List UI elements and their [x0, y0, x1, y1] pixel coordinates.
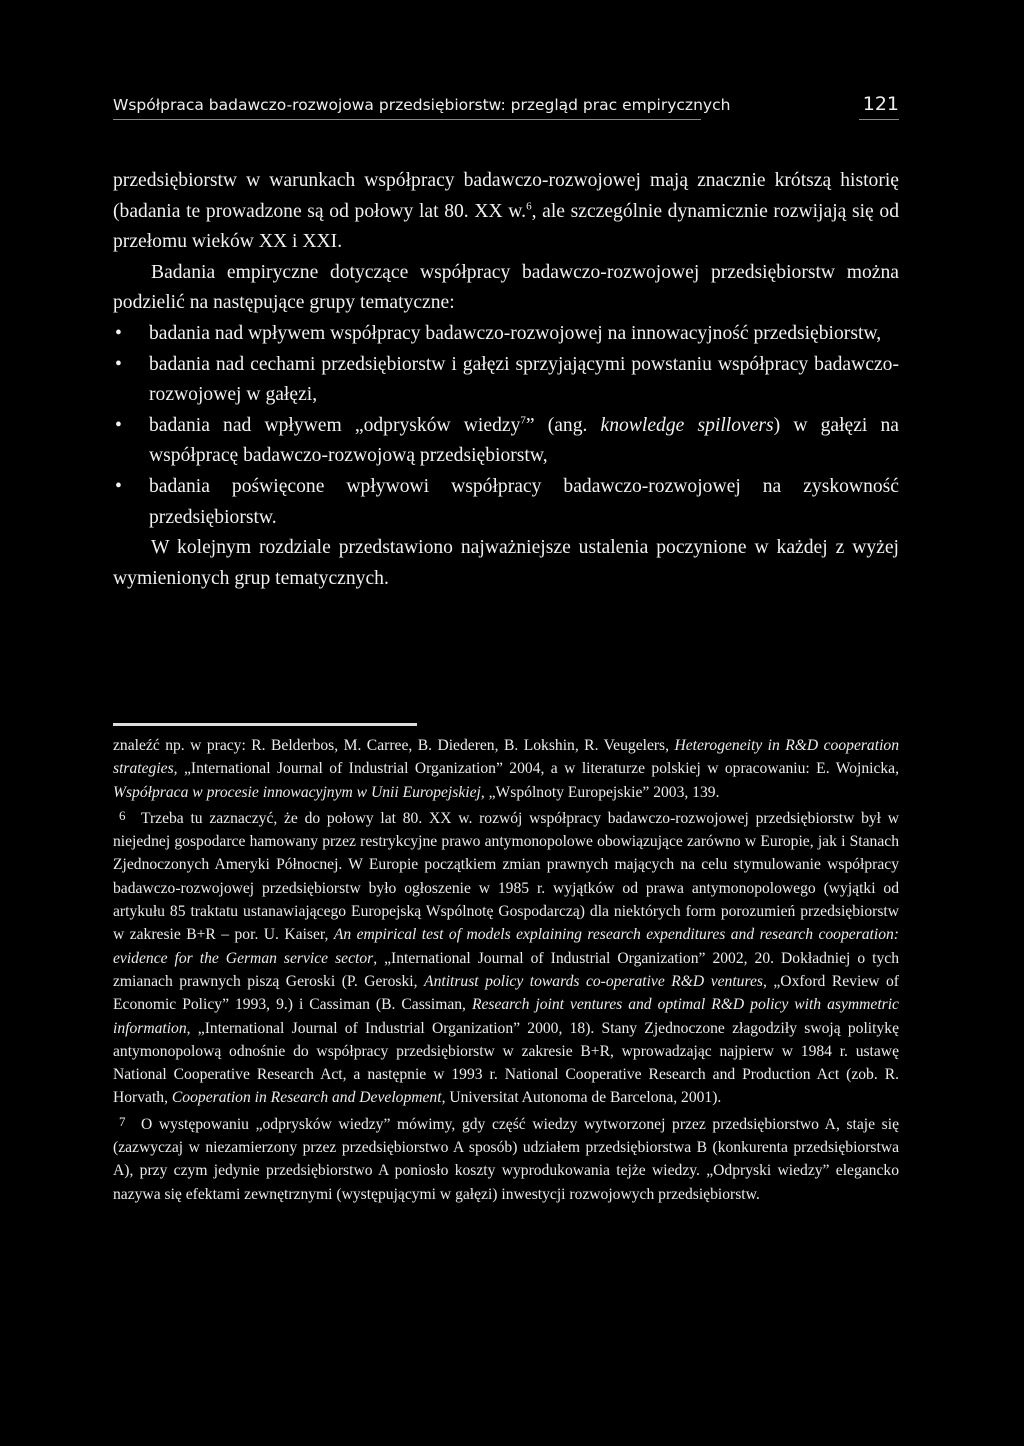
citation-title: Research joint ventures and optimal R&D policy with asymmetric information [113, 996, 899, 1037]
footnote-separator [113, 723, 417, 726]
footnote-text: , „International Journal of Industrial Organization” 2004, a w literaturze polskiej w opracowaniu: E. Wojnicka, [173, 760, 899, 778]
footnote-5-continued [113, 734, 899, 804]
list-item [113, 411, 899, 472]
footnote-text: , „Wspólnoty Europejskie” 2003, 139. [480, 783, 720, 801]
header-rule-page-number [859, 119, 899, 120]
running-header-title: Współpraca badawczo-rozwojowa przedsiębiorstw: przegląd prac empirycznych [113, 96, 731, 114]
footnote-text: , Universitat Autonoma de Barcelona, 2001). [441, 1089, 722, 1107]
list-item-text: ) w gałęzi na współpracę badawczo-rozwojową przedsiębiorstw, [149, 414, 899, 467]
citation-title: Antitrust policy towards co-operative R&D ventures [424, 972, 763, 990]
bullet-icon: • [115, 322, 122, 344]
list-item-text: badania nad wpływem współpracy badawczo-rozwojowej na innowacyjność przedsiębiorstw, [149, 322, 882, 344]
footnote-number: 7 [119, 1113, 126, 1129]
citation-title: Cooperation in Research and Development [171, 1089, 442, 1107]
list-item [113, 319, 899, 350]
citation-title: Heterogeneity in R&D cooperation strategies [113, 737, 899, 778]
footnote-text: , „International Journal of Industrial Organization” 2000, 18). Stany Zjednoczone złagodziły swoją politykę antymonopolową odnośnie do współpracy przedsiębiorstw w zakresie B+R, wprowadzając najpierw w 1984 r. ustawę National Cooperative Research Act, a następnie w 1993 r. National Cooperative Research and Production Act (zob. R. Horvath, [113, 1019, 899, 1107]
list-item [113, 350, 899, 411]
header-rule [113, 119, 701, 120]
topic-list [113, 319, 899, 533]
footnote-ref-6[interactable]: 6 [526, 200, 532, 213]
citation-title: Współpraca w procesie innowacyjnym w Unii Europejskiej [113, 783, 481, 801]
paragraph-text: , ale szczególnie dynamicznie rozwijają się od przełomu wieków XX i XXI. [113, 200, 899, 253]
footnote-text: Trzeba tu zaznaczyć, że do połowy lat 80. XX w. rozwój współpracy badawczo-rozwojowej przedsiębiorstw był w niejednej gospodarce hamowany przez restrykcyjne prawo antymonopolowe obowiązujące zarówno w Europie, jak i Stanach Zjednoczonych Ameryki Północnej. W Europie początkiem zmian prawnych mających na celu stymulowanie współpracy badawczo-rozwojowej przedsiębiorstw było ogłoszenie w 1985 r. wyjątków od prawa antymonopolowego (wyjątki od artykułu 85 traktatu ustanawiającego Europejską Wspólnotę Gospodarczą) dla niektórych form porozumień przedsiębiorstw w zakresie B+R – por. U. Kaiser, [113, 809, 899, 944]
paragraph-groups: Badania empiryczne dotyczące współpracy badawczo-rozwojowej przedsiębiorstw można podzielić na następujące grupy tematyczne: [113, 261, 899, 314]
bullet-icon: • [115, 475, 122, 497]
bullet-icon: • [115, 353, 122, 375]
footnote-number: 6 [119, 807, 126, 823]
list-item-text: badania nad wpływem „odprysków wiedzy [149, 414, 521, 436]
list-item [113, 472, 899, 533]
footnote-7 [113, 1110, 899, 1206]
bullet-icon: • [115, 414, 122, 436]
footnote-text: , „Oxford Review of Economic Policy” 1993, 9.) i Cassiman (B. Cassiman, [113, 972, 899, 1014]
footnote-text: , „International Journal of Industrial Organization” 2002, 20. Dokładniej o tych zmianach prawnych piszą Geroski (P. Geroski, [113, 949, 899, 990]
list-item-text: badania poświęcone wpływowi współpracy badawczo-rozwojowej na zyskowność przedsiębiorstw. [149, 475, 899, 528]
list-item-text: ” (ang. [525, 414, 601, 436]
footnote-text: znaleźć np. w pracy: R. Belderbos, M. Carree, B. Diederen, B. Lokshin, R. Veugelers, [113, 737, 675, 754]
list-item-text: badania nad cechami przedsiębiorstw i gałęzi sprzyjającymi powstaniu współpracy badawczo-rozwojowej w gałęzi, [149, 353, 899, 406]
citation-title: An empirical test of models explaining research expenditures and research cooperation: evidence for the German service sector [113, 926, 899, 967]
paragraph-intro [113, 166, 899, 258]
paragraph-text: przedsiębiorstw w warunkach współpracy badawczo-rozwojowej mają znacznie krótszą historię (badania te prowadzone są od połowy lat 80. XX w. [113, 170, 899, 222]
paragraph-conclusion: W kolejnym rozdziale przedstawiono najważniejsze ustalenia poczynione w każdej z wyżej wymienionych grup tematycznych. [113, 537, 899, 589]
footnote-text: O występowaniu „odprysków wiedzy” mówimy, gdy część wiedzy wytworzonej przez przedsiębiorstwo A, staje się (zazwyczaj w niezamierzony przez przedsiębiorstwo A sposób) udziałem przedsiębiorstwa B (konkurenta przedsiębiorstwa A), przy czym jedynie przedsiębiorstwo A poniosło koszty wyprodukowania tejże wiedzy. „Odpryski wiedzy” elegancko nazywa się efektami zewnętrznymi (występującymi w gałęzi) inwestycji rozwojowych przedsiębiorstw. [113, 1115, 899, 1203]
footnote-6 [113, 804, 899, 1110]
page-number: 121 [862, 93, 899, 115]
italic-term: knowledge spillovers [600, 414, 774, 436]
body-text [113, 166, 899, 594]
footnotes [113, 734, 899, 1206]
footnote-ref-7[interactable]: 7 [520, 414, 526, 427]
running-header [113, 93, 899, 124]
